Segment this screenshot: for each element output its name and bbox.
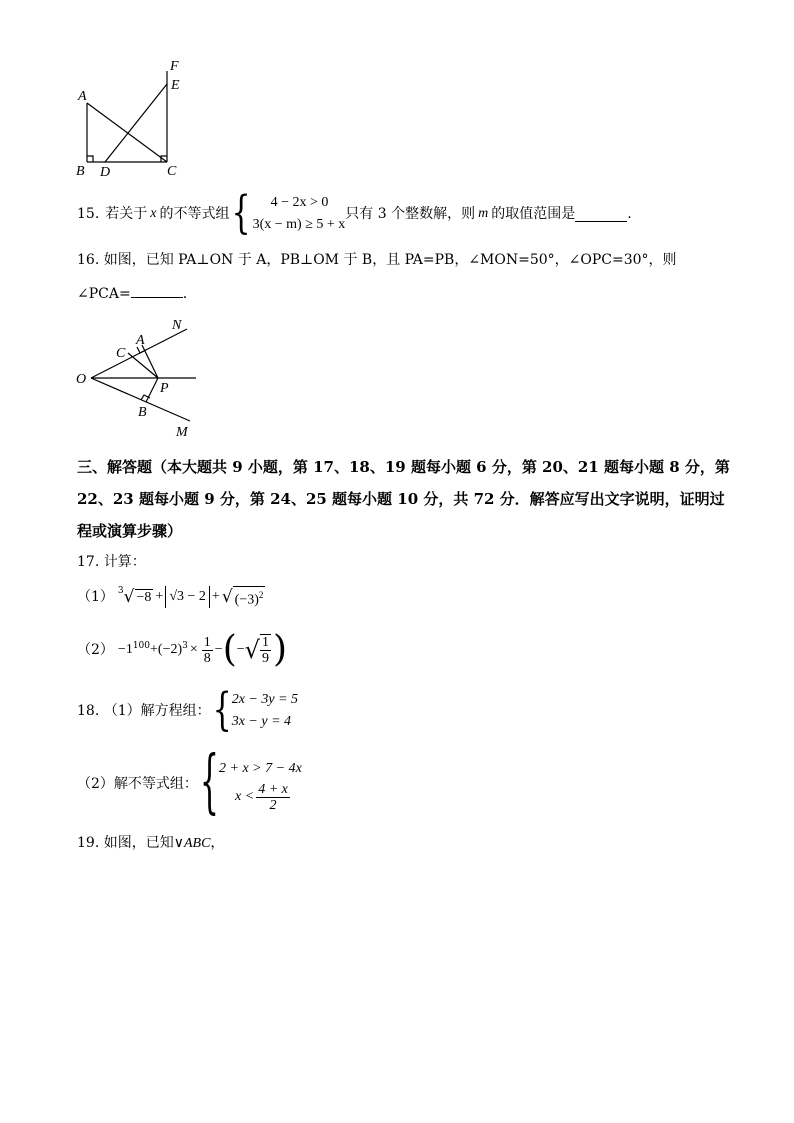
q17-p2-r-num: 1 — [261, 635, 269, 650]
q17-p1-cube-root: $^3$ √ −8 — [118, 588, 153, 606]
q18-ineq2-den: 2 — [269, 797, 277, 813]
q18-eq2: 3x − y = 4 — [231, 714, 292, 729]
question-17-part2: （2） −1 $^{100}$ +(−2) $^3$ × $\frac{1}{8}$ − ( − √ $\frac{1}{9}$ ) — [77, 629, 287, 670]
q18-p1-brace: { — [212, 684, 232, 737]
label-c: C — [116, 346, 126, 361]
q17-p1-sqrt2: √ $(-3)^2$ — [221, 587, 264, 608]
q15-text-after1: 只有 3 个整数解，则 — [345, 206, 476, 222]
section-3-line2: 22、23 题每小题 9 分，第 24、25 题每小题 10 分，共 72 分．解答应写出文字说明，证明过 — [77, 490, 725, 508]
q15-text-after2: 的取值范围是 — [491, 206, 576, 222]
q17-p2-num: 1 — [203, 634, 211, 650]
q17-p2-rparen: ) — [272, 629, 287, 670]
q17-p1-root-index: 3 — [117, 586, 124, 597]
section-3-line1: 三、解答题（本大题共 9 小题，第 17、18、19 题每小题 6 分，第 20、21 题每小题 8 分，第 — [77, 458, 730, 476]
q15-brace: { — [231, 187, 251, 240]
question-17-part1 — [77, 586, 265, 609]
q16-line2-prefix: ∠PCA= — [77, 286, 131, 302]
label-a: A — [136, 333, 145, 348]
q17-p1-exponent: 2 — [258, 590, 264, 600]
q15-number: 15. — [77, 206, 100, 222]
q15-var-m: m — [478, 206, 489, 221]
label-d: D — [100, 165, 111, 180]
q15-var-x: x — [150, 206, 157, 221]
label-c: C — [167, 164, 177, 179]
label-a: A — [78, 89, 87, 104]
segment-ac — [87, 103, 167, 162]
label-b: B — [76, 164, 85, 179]
q18-p2-system — [219, 756, 302, 813]
q18-p1-label: 18. （1）解方程组： — [77, 703, 211, 719]
figure-triangle-diagram — [70, 55, 190, 185]
q15-answer-blank — [575, 207, 627, 222]
q17-p1-plus1: + — [155, 589, 164, 605]
q17-p2-root-fraction — [260, 634, 271, 666]
q17-p2-a: −1 — [117, 642, 133, 657]
q15-ineq2: 3(x − m) ≥ 5 + x — [252, 217, 346, 232]
q18-p1-system — [232, 689, 298, 733]
q18-ineq2-left: x < — [235, 789, 255, 804]
q17-p1-radicand2: (−3) — [234, 592, 259, 608]
q17-p2-fraction — [202, 635, 213, 666]
q18-ineq2-num: 4 + x — [258, 781, 288, 797]
q18-p2-brace: { — [199, 742, 220, 824]
q17-p1-plus2: + — [211, 589, 220, 605]
q18-ineq1: 2 + x > 7 − 4x — [219, 760, 302, 776]
question-16-line2 — [77, 283, 187, 303]
label-n: N — [172, 318, 182, 333]
q15-system — [253, 192, 346, 236]
question-18-part1 — [77, 684, 299, 737]
q18-p2-label: （2）解不等式组： — [77, 776, 198, 792]
question-16-line1: 16. 如图，已知 PA⊥ON 于 A，PB⊥OM 于 B，且 PA=PB，∠MON=50°，∠OPC=30°，则 — [77, 252, 677, 268]
question-19 — [77, 834, 224, 853]
q16-answer-blank — [131, 283, 183, 298]
q17-p2-minus: − — [214, 642, 223, 657]
q17-p1-abs: √3 − 2 — [165, 586, 210, 608]
segment-pc — [128, 353, 158, 378]
label-f: F — [170, 59, 179, 74]
right-angle-b — [87, 156, 93, 162]
q17-p2-den: 8 — [203, 650, 211, 666]
q18-ineq2 — [219, 782, 302, 813]
label-m: M — [176, 425, 188, 440]
q17-p2-inner-minus: − — [236, 642, 245, 657]
q18-eq1: 2x − 3y = 5 — [231, 692, 299, 707]
q17-p1-radicand1: −8 — [136, 589, 152, 605]
label-o: O — [76, 372, 87, 387]
label-b: B — [138, 405, 147, 420]
q17-p2-b: +(−2) — [150, 642, 183, 657]
section-3-line3: 程或演算步骤） — [77, 522, 183, 540]
segment-pb — [146, 378, 158, 402]
label-e: E — [171, 78, 180, 93]
q17-p2-times: × — [189, 642, 198, 657]
q15-ineq1: 4 − 2x > 0 — [270, 195, 329, 210]
q15-text-before: 若关于 — [105, 206, 148, 222]
segment-pa — [142, 345, 158, 378]
q17-p2-lparen: ( — [222, 629, 237, 670]
question-17-title: 17. 计算： — [77, 554, 146, 570]
q19-end: ， — [210, 835, 225, 851]
q16-end: . — [182, 286, 188, 302]
q15-text-mid: 的不等式组 — [159, 206, 230, 222]
q18-ineq2-fraction — [256, 782, 290, 813]
q19-triangle: ∨ABC — [173, 836, 211, 851]
q17-p2-r-den: 9 — [261, 651, 269, 666]
q17-p2-a-exp: 100 — [132, 641, 151, 651]
q19-text: 19. 如图，已知 — [77, 835, 174, 851]
question-18-part2 — [77, 742, 302, 824]
q17-p1-label: （1） — [77, 589, 114, 606]
question-15 — [77, 187, 632, 240]
q17-p2-b-exp: 3 — [182, 641, 188, 651]
label-p: P — [160, 381, 169, 396]
q15-end: . — [627, 206, 632, 222]
figure-angle-diagram — [70, 312, 210, 442]
q17-p2-label: （2） — [77, 642, 114, 658]
